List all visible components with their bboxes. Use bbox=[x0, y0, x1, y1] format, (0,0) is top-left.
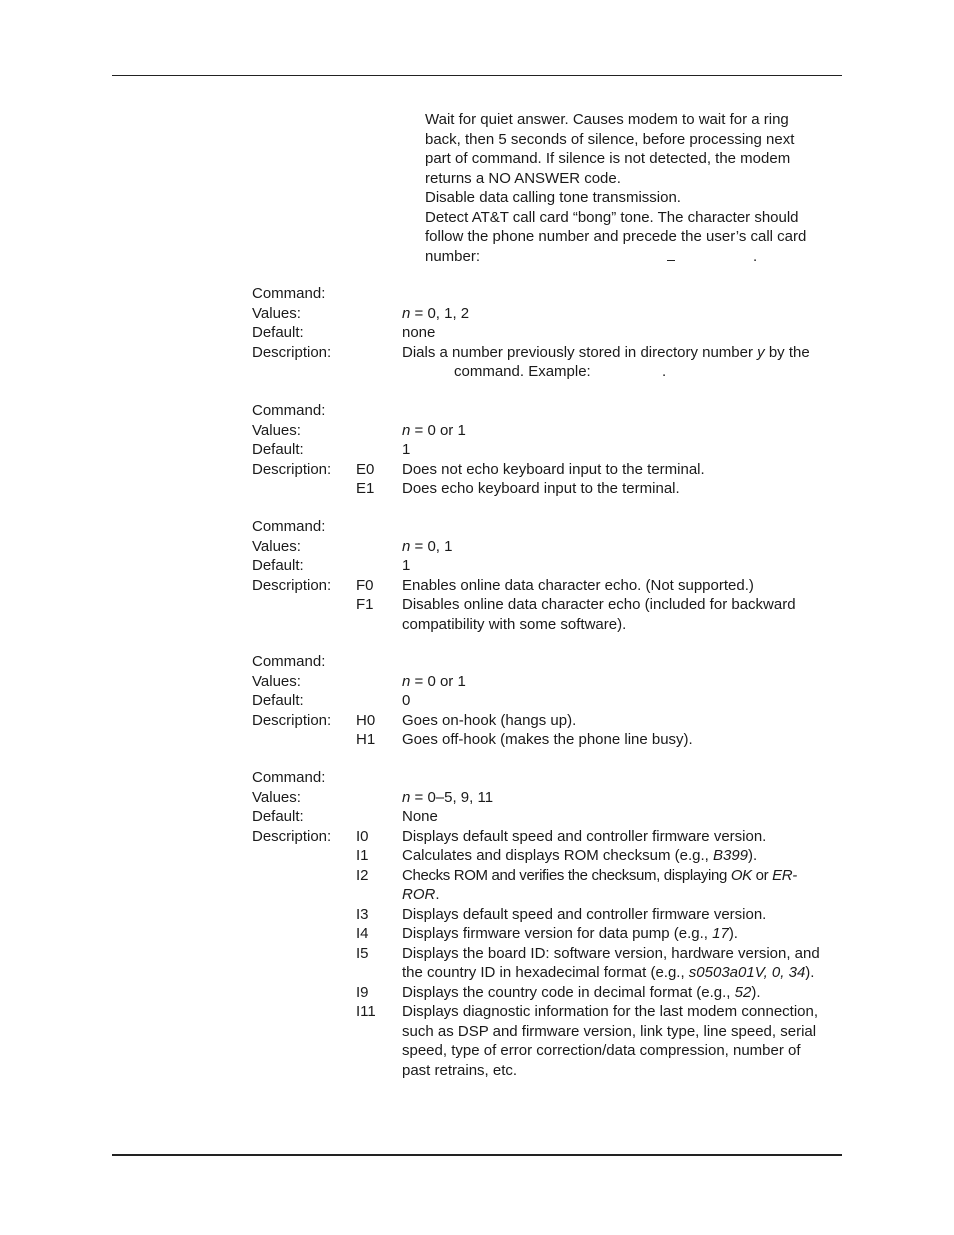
values-range: = 0 or 1 bbox=[410, 672, 466, 690]
values-text bbox=[402, 421, 466, 441]
description-label: Description: bbox=[252, 576, 332, 594]
text-run: Displays diagnostic information for the last modem connection, bbox=[402, 1003, 819, 1020]
option-code: E1 bbox=[356, 480, 375, 497]
intro-line: number: bbox=[425, 247, 481, 265]
description-line bbox=[402, 595, 796, 615]
values-text bbox=[402, 537, 452, 557]
option-code: I2 bbox=[356, 866, 369, 884]
description-line bbox=[402, 460, 705, 480]
option-code: I5 bbox=[356, 944, 369, 962]
text-run: Displays default speed and controller firmware version. bbox=[402, 827, 767, 845]
values-range: = 0, 1, 2 bbox=[410, 304, 470, 322]
values-label: Values: bbox=[252, 421, 301, 439]
default-label: Default: bbox=[252, 441, 304, 458]
default-label: Default: bbox=[252, 692, 304, 709]
text-run: Displays default speed and controller firmware version. bbox=[402, 905, 767, 923]
option-code: I11 bbox=[356, 1003, 376, 1020]
values-text bbox=[402, 788, 493, 808]
values-variable: n bbox=[402, 421, 411, 439]
option-code: I1 bbox=[356, 847, 369, 864]
option-code: H0 bbox=[356, 711, 376, 729]
intro-line: returns a NO ANSWER code. bbox=[425, 169, 621, 187]
text-run: ). bbox=[751, 983, 761, 1001]
values-range: = 0 or 1 bbox=[410, 421, 466, 439]
text-run: Does not echo keyboard input to the terminal. bbox=[402, 460, 705, 478]
option-code: F0 bbox=[356, 576, 374, 594]
text-run: the country ID in hexadecimal format (e.g., bbox=[402, 964, 689, 981]
text-run: past retrains, etc. bbox=[402, 1061, 518, 1079]
description-label: Description: bbox=[252, 343, 332, 361]
emphasis-text: ROR bbox=[402, 886, 436, 903]
emphasis-text: ER- bbox=[772, 866, 797, 884]
option-code: I4 bbox=[356, 925, 369, 942]
description-line bbox=[402, 827, 766, 847]
description-label: Description: bbox=[252, 827, 332, 845]
text-run: or bbox=[751, 866, 773, 884]
default-value: None bbox=[402, 808, 438, 825]
intro-line: Detect AT&T call card “bong” tone. The character should bbox=[425, 208, 799, 226]
default-value: 0 bbox=[402, 692, 411, 709]
intro-line: follow the phone number and precede the user’s call card bbox=[425, 228, 807, 245]
text-run: . bbox=[435, 886, 440, 903]
text-run: ). bbox=[805, 964, 815, 981]
command-label: Command: bbox=[252, 653, 326, 670]
text-run: Goes off-hook (makes the phone line busy). bbox=[402, 731, 693, 748]
description-line bbox=[454, 362, 591, 382]
option-code: I9 bbox=[356, 983, 369, 1001]
emphasis-text: 17 bbox=[712, 925, 729, 942]
description-line bbox=[402, 343, 810, 363]
footer-rule bbox=[112, 1154, 842, 1156]
text-run: Displays the country code in decimal format (e.g., bbox=[402, 983, 735, 1001]
description-line bbox=[402, 866, 797, 886]
description-line bbox=[402, 963, 814, 983]
description-label: Description: bbox=[252, 460, 332, 478]
intro-trailing-period: . bbox=[753, 247, 758, 265]
values-variable: n bbox=[402, 672, 411, 690]
text-run: Displays the board ID: software version, hardware version, and bbox=[402, 944, 820, 962]
option-code: I0 bbox=[356, 827, 369, 845]
description-line bbox=[402, 846, 757, 866]
text-run: Dials a number previously stored in directory number bbox=[402, 343, 758, 361]
intro-line: back, then 5 seconds of silence, before processing next bbox=[425, 130, 795, 148]
text-run: speed, type of error correction/data compression, number of bbox=[402, 1042, 801, 1059]
description-line bbox=[402, 1022, 816, 1042]
text-run: Disables online data character echo (included for backward bbox=[402, 596, 796, 613]
intro-line: Wait for quiet answer. Causes modem to wait for a ring bbox=[425, 111, 789, 128]
description-trailing-period: . bbox=[662, 363, 667, 380]
values-range: = 0–5, 9, 11 bbox=[410, 788, 494, 806]
command-label: Command: bbox=[252, 285, 326, 302]
text-run: compatibility with some software). bbox=[402, 615, 627, 633]
description-line bbox=[402, 1041, 801, 1061]
default-label: Default: bbox=[252, 324, 304, 341]
values-label: Values: bbox=[252, 672, 301, 690]
text-run: Checks ROM and verifies the checksum, displaying bbox=[402, 866, 731, 884]
default-label: Default: bbox=[252, 557, 304, 574]
text-run: Does echo keyboard input to the terminal. bbox=[402, 480, 680, 497]
option-code: I3 bbox=[356, 905, 369, 923]
values-variable: n bbox=[402, 788, 411, 806]
values-variable: n bbox=[402, 304, 411, 322]
description-line bbox=[402, 576, 754, 596]
default-value: 1 bbox=[402, 557, 411, 574]
header-rule bbox=[112, 75, 842, 76]
default-label: Default: bbox=[252, 808, 304, 825]
values-label: Values: bbox=[252, 304, 301, 322]
emphasis-text: B399 bbox=[712, 847, 749, 864]
values-text bbox=[402, 304, 469, 324]
values-text bbox=[402, 672, 466, 692]
emphasis-text: 52 bbox=[734, 983, 752, 1001]
text-run: ). bbox=[728, 925, 738, 942]
description-line bbox=[402, 944, 820, 964]
text-run: Calculates and displays ROM checksum (e.g., bbox=[402, 847, 713, 864]
text-run: Goes on-hook (hangs up). bbox=[402, 711, 577, 729]
emphasis-text: y bbox=[757, 343, 765, 361]
values-label: Values: bbox=[252, 537, 301, 555]
text-run: such as DSP and firmware version, link type, line speed, serial bbox=[402, 1022, 817, 1040]
command-label: Command: bbox=[252, 402, 326, 419]
default-value: 1 bbox=[402, 441, 411, 458]
intro-line: Disable data calling tone transmission. bbox=[425, 189, 681, 206]
description-line bbox=[402, 730, 693, 750]
description-label: Description: bbox=[252, 711, 332, 729]
description-line bbox=[402, 1061, 517, 1081]
description-line bbox=[402, 983, 761, 1003]
text-run: by the bbox=[764, 343, 810, 361]
description-line bbox=[402, 885, 440, 905]
description-line bbox=[402, 1002, 818, 1022]
default-value: none bbox=[402, 324, 436, 341]
command-label: Command: bbox=[252, 518, 326, 535]
text-run: Enables online data character echo. (Not supported.) bbox=[402, 576, 754, 594]
description-line bbox=[402, 615, 626, 635]
option-code: E0 bbox=[356, 460, 375, 478]
command-label: Command: bbox=[252, 769, 326, 786]
option-code: F1 bbox=[356, 596, 374, 613]
intro-line: part of command. If silence is not detected, the modem bbox=[425, 150, 791, 167]
values-range: = 0, 1 bbox=[410, 537, 453, 555]
description-line bbox=[402, 479, 680, 499]
values-variable: n bbox=[402, 537, 411, 555]
emphasis-text: s0503a01V, 0, 34 bbox=[688, 964, 806, 981]
description-line bbox=[402, 905, 766, 925]
emphasis-text: OK bbox=[730, 866, 752, 884]
text-run: ). bbox=[748, 847, 758, 864]
text-run: command. Example: bbox=[454, 363, 591, 380]
underscore-mark bbox=[667, 260, 675, 261]
description-line bbox=[402, 924, 738, 944]
description-line bbox=[402, 711, 576, 731]
option-code: H1 bbox=[356, 731, 376, 748]
values-label: Values: bbox=[252, 788, 301, 806]
text-run: Displays firmware version for data pump (e.g., bbox=[402, 925, 713, 942]
